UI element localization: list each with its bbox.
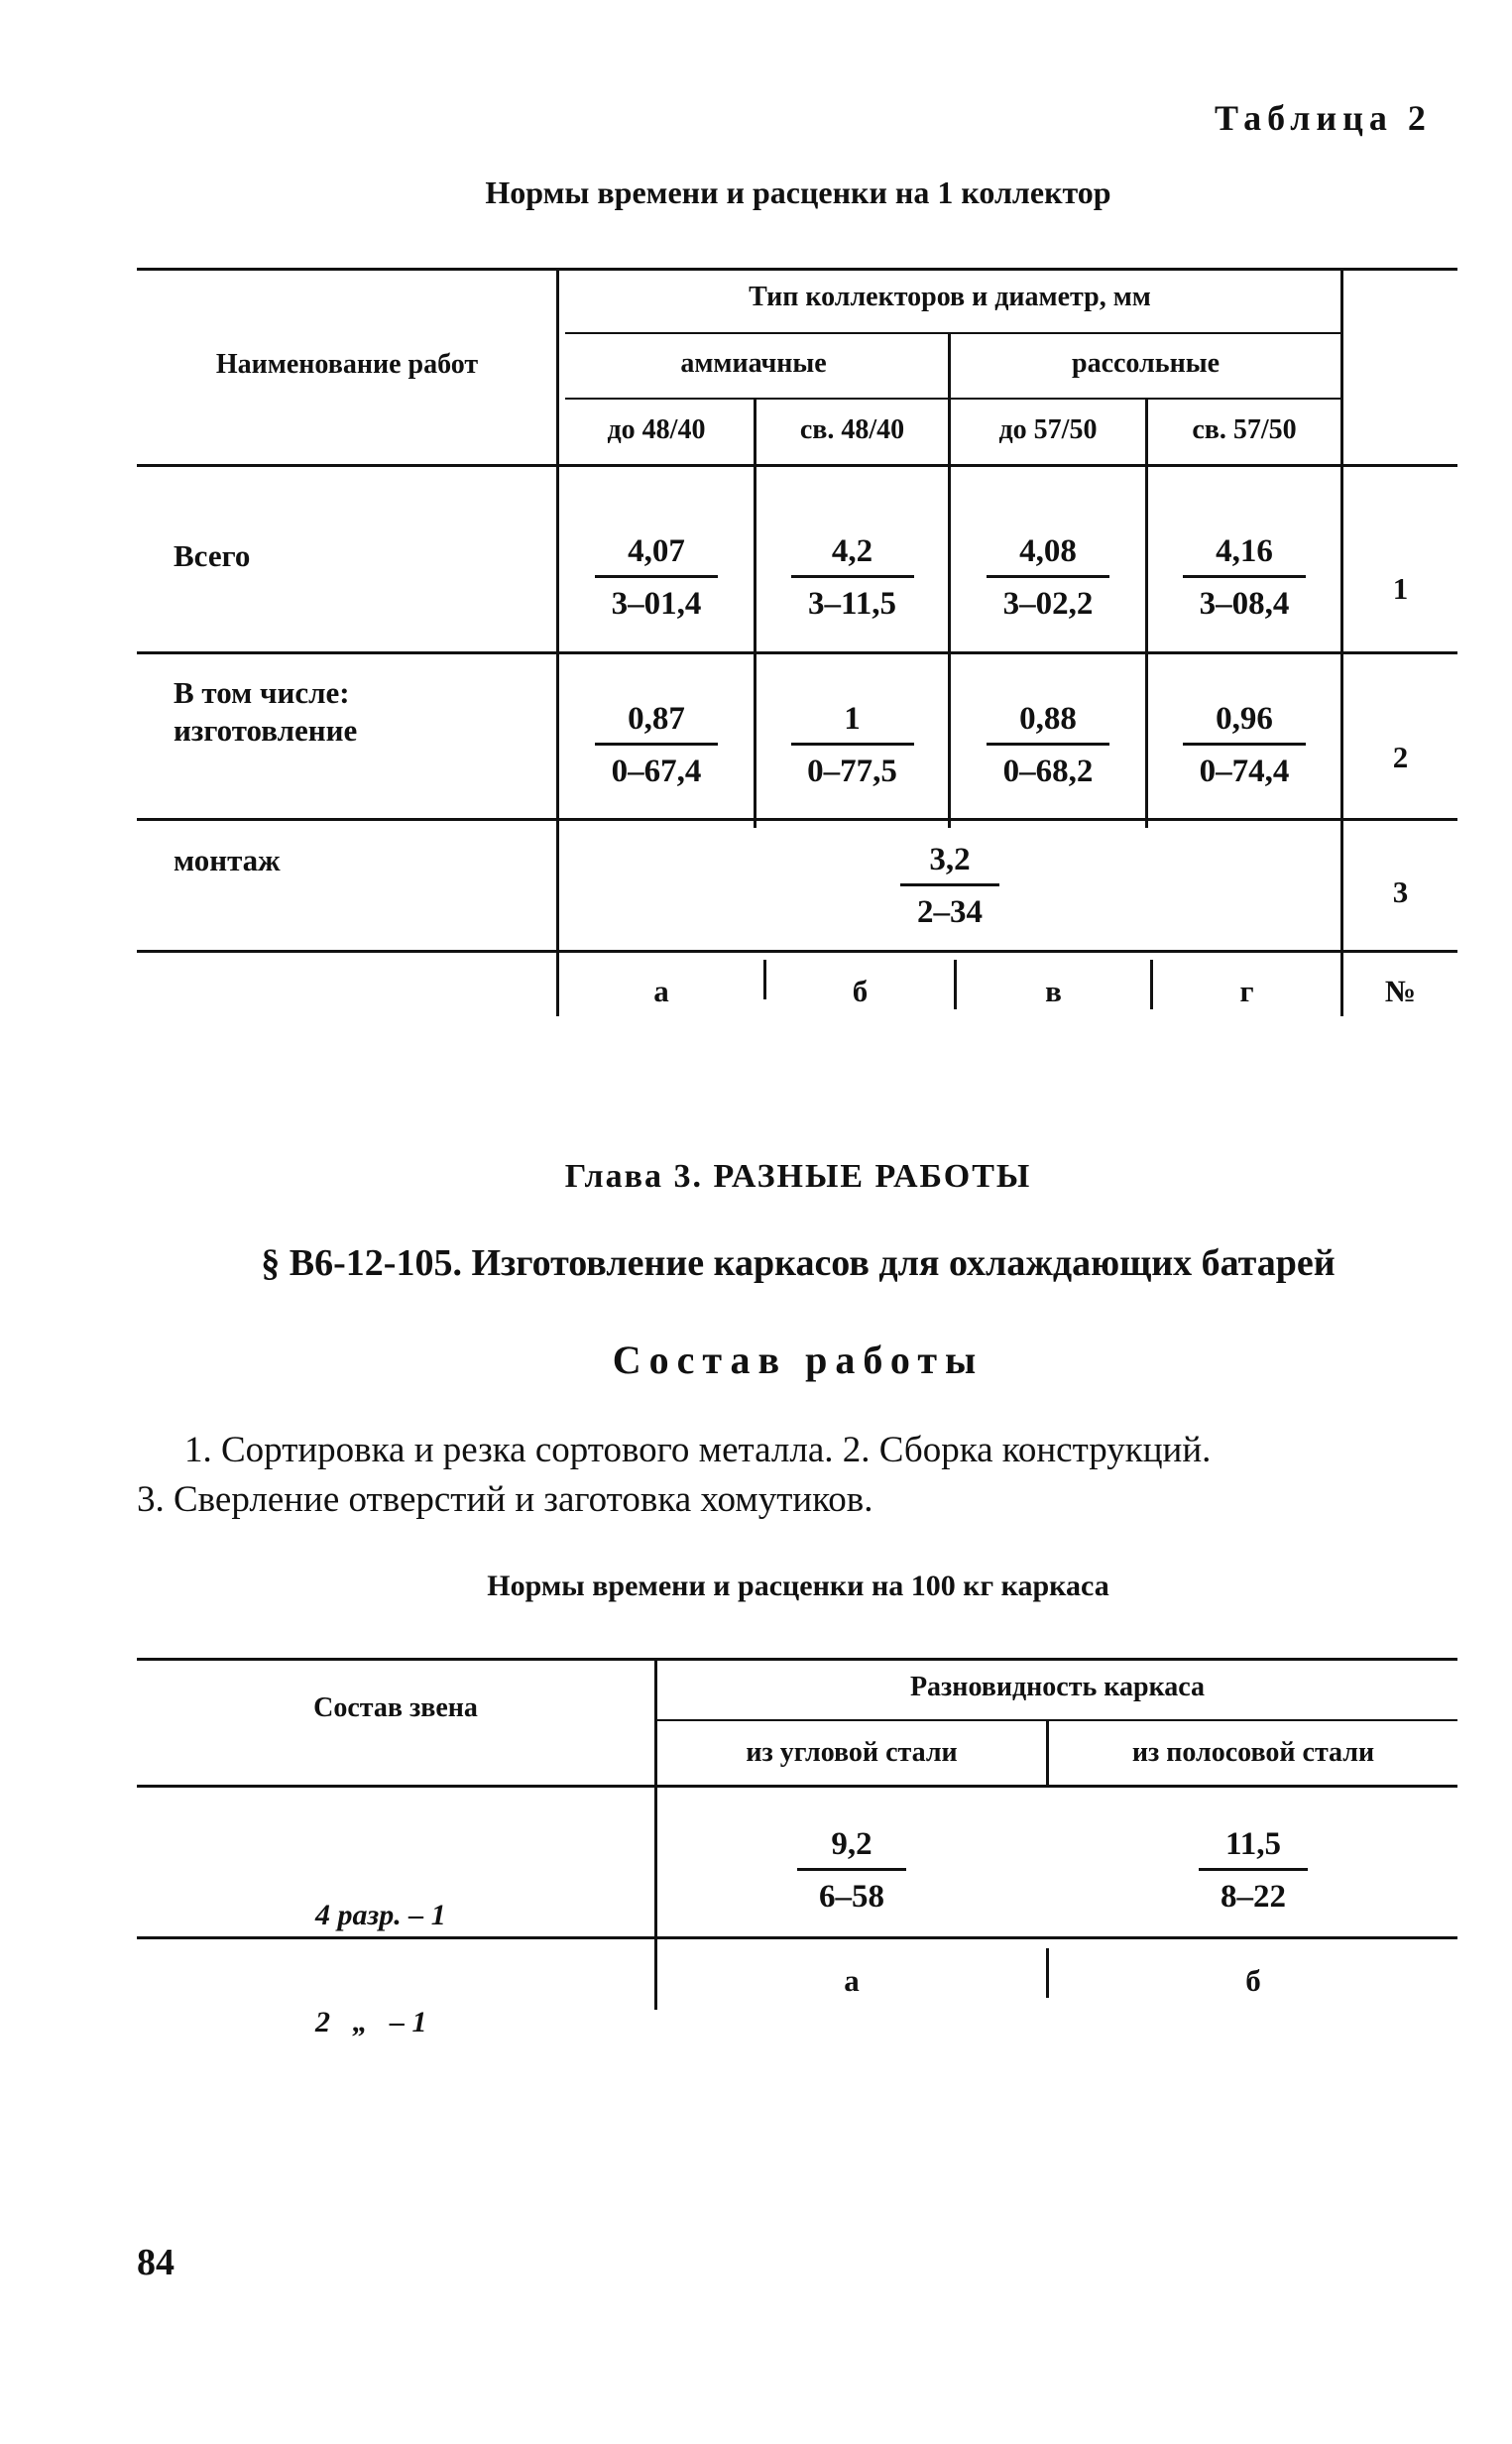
row-number-3: 3	[1392, 874, 1409, 909]
composition-text	[137, 1426, 1465, 1525]
manufacturing-text: изготовление	[174, 713, 358, 748]
variety-header: Разновидность каркаса	[909, 1672, 1206, 1702]
brine-header: рассольные	[1072, 348, 1220, 379]
including-text: В том числе:	[174, 675, 350, 710]
subheader-a: до 48/40	[607, 414, 706, 445]
team-line-1: 4 разр. – 1	[315, 1899, 446, 1931]
row-total-label: Всего	[174, 538, 251, 573]
section-title: § В6-12-105. Изготовление каркасов для охлаждающих батарей	[261, 1242, 1336, 1284]
installation-value: 3,2 2–34	[559, 840, 1340, 932]
angle-steel-value: 9,2 6–58	[657, 1824, 1046, 1917]
team-line-2: 2 „ – 1	[315, 2006, 427, 2038]
total-value-b: 4,2 3–11,5	[756, 531, 948, 624]
type-group-header: Тип коллекторов и диаметр, мм	[749, 282, 1151, 312]
row-including-label	[174, 674, 357, 750]
manufacturing-value-c: 0,88 0–68,2	[951, 699, 1145, 791]
angle-steel-header: из угловой стали	[746, 1737, 958, 1768]
manufacturing-value-b: 1 0–77,5	[756, 699, 948, 791]
table-label: Таблица 2	[1215, 98, 1432, 138]
subheader-b: св. 48/40	[799, 414, 905, 445]
row-installation-label: монтаж	[174, 843, 281, 877]
table2-caption: Нормы времени и расценки на 100 кг каркаса	[487, 1570, 1109, 1602]
chapter-title: Глава 3. РАЗНЫЕ РАБОТЫ	[564, 1158, 1032, 1195]
works-column-header: Наименование работ	[215, 349, 479, 380]
footer-col-b: б	[852, 974, 869, 1008]
composition-line-1: 1. Сортировка и резка сортового металла. 2. Сборка конструкций.	[184, 1430, 1212, 1470]
page-number: 84	[137, 2242, 174, 2283]
ammonia-header: аммиачные	[680, 348, 827, 379]
table2-footer-a: а	[844, 1963, 860, 1998]
table2-footer-b: б	[1245, 1963, 1261, 1998]
composition-line-2: 3. Сверление отверстий и заготовка хомутиков.	[137, 1479, 873, 1520]
manufacturing-value-a: 0,87 0–67,4	[559, 699, 754, 791]
manufacturing-value-d: 0,96 0–74,4	[1148, 699, 1340, 791]
composition-title: Состав работы	[612, 1338, 985, 1382]
strip-steel-header: из полосовой стали	[1131, 1737, 1375, 1768]
subheader-c: до 57/50	[998, 414, 1098, 445]
footer-col-number: №	[1384, 974, 1417, 1008]
row-number-1: 1	[1392, 571, 1409, 606]
footer-col-d: г	[1239, 974, 1254, 1008]
footer-col-c: в	[1045, 974, 1062, 1008]
team-composition	[315, 1826, 446, 2112]
row-number-2: 2	[1392, 740, 1409, 774]
total-value-c: 4,08 3–02,2	[951, 531, 1145, 624]
total-value-d: 4,16 3–08,4	[1148, 531, 1340, 624]
footer-col-a: а	[653, 974, 669, 1008]
team-column-header: Состав звена	[313, 1692, 478, 1723]
table1-caption: Нормы времени и расценки на 1 коллектор	[485, 175, 1111, 210]
subheader-d: св. 57/50	[1192, 414, 1297, 445]
total-value-a: 4,07 3–01,4	[559, 531, 754, 624]
strip-steel-value: 11,5 8–22	[1049, 1824, 1457, 1917]
